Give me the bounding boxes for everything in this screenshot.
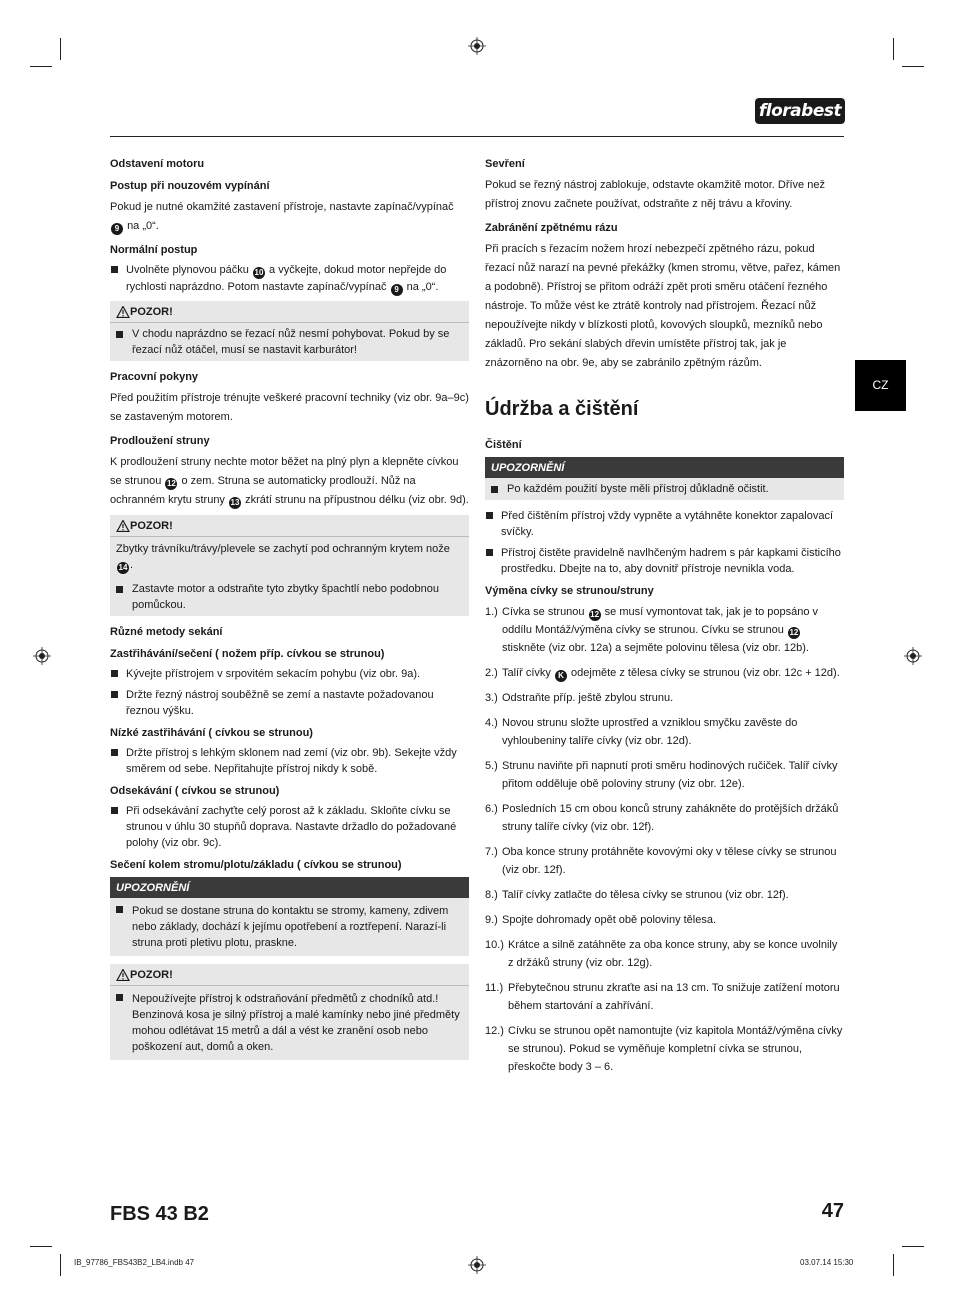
warning-box (110, 301, 469, 361)
crop-mark (60, 38, 61, 60)
heading: Pracovní pokyny (110, 371, 199, 383)
list-item: Uvolněte plynovou páčku 10 a vyčkejte, dokud motor nepřejde do rychlosti naprázdno. Potom nastavte zapínač/vypínač 9 na „0“. (110, 262, 469, 296)
heading: Odstavení motoru (110, 158, 205, 170)
paragraph: Při pracích s řezacím nožem hrozí nebezpečí zpětného rázu, pokud řezací nůž narazí na pevné překážky (kmen stromu, větve, pařez, kámen a podobně). Přístroj se přitom odráží zpět proti směru otáčení řezného nástroje. To může vést ke ztrátě kontroly nad přístrojem. Řezací nůž nepoužívejte nikdy v blízkosti plotů, kovových sloupků, mezníků nebo základů. Pro sekání slabých dřevin umístěte přístroj tak, jak je znázorněno na obr. 9e, aby se zabránilo zpětným rázům. (485, 243, 841, 369)
list-item: 8.) Talíř cívky zatlačte do tělesa cívky se strunou (viz obr. 12f). (485, 886, 844, 904)
numbered-list (485, 603, 844, 1076)
warning-triangle-icon (116, 306, 130, 318)
step-number: 7.) (485, 846, 498, 858)
note-box (485, 457, 844, 500)
list-item: Přístroj čistěte pravidelně navlhčeným hadrem s pár kapkami čisticího prostředku. Dbejte na to, aby dovnitř přístroje nevnikla voda. (485, 545, 844, 577)
part-number-badge: 14 (118, 563, 128, 572)
step-number: 11.) (485, 982, 504, 994)
heading: Zastřihávání/sečení ( nožem příp. cívkou se strunou) (110, 648, 385, 660)
heading: Prodloužení struny (110, 435, 210, 447)
step-number: 1.) (485, 606, 498, 618)
right-column (485, 150, 844, 1083)
paragraph: Zbytky trávníku/trávy/plevele se zachytí pod ochranným krytem nože 14 . (116, 543, 450, 572)
crop-mark (60, 1254, 61, 1276)
brand-logo: florabest (755, 98, 845, 124)
registration-mark-icon (904, 647, 922, 665)
heading: Sečení kolem stromu/plotu/základu ( cívkou se strunou) (110, 859, 402, 871)
heading: Různé metody sekání (110, 626, 223, 638)
list-item: Nepoužívejte přístroj k odstraňování předmětů z chodníků atd.! Benzinová kosa je silný přístroj a malé kamínky nebo jiné předměty mohou odlétávat 15 metrů a dál a vést ke zranění osob nebo poškození aut, domů a oken. (110, 986, 469, 1060)
list-item: 3.) Odstraňte příp. ještě zbylou strunu. (485, 689, 844, 707)
paragraph: K prodloužení struny nechte motor běžet na plný plyn a klepněte cívkou se strunou 12 o zem. Struna se automaticky prodlouží. Nůž na ochranném krytu struny 13 zkrátí strunu na přípustnou délku (viz obr. 9d). (110, 456, 469, 507)
step-number: 6.) (485, 803, 498, 815)
registration-mark-icon (468, 1256, 486, 1274)
list-item: 10.) Krátce a silně zatáhněte za oba konce struny, aby se konce uvolnily z držáků struny (viz obr. 12g). (485, 936, 844, 972)
list-item: 7.) Oba konce struny protáhněte kovovými oky v tělese cívky se strunou (viz obr. 12f). (485, 843, 844, 879)
left-column (110, 150, 469, 1068)
heading: Čištění (485, 439, 522, 451)
warning-header: POZOR! (110, 515, 469, 537)
crop-mark (893, 1254, 894, 1276)
warning-triangle-icon (116, 969, 130, 981)
paragraph: Pokud se řezný nástroj zablokuje, odstavte okamžitě motor. Dříve než přístroj znovu začnete používat, odstraňte z něj trávu a křoviny. (485, 179, 825, 210)
heading: Postup při nouzovém vypínání (110, 180, 270, 192)
page-number: 47 (821, 1200, 844, 1222)
list-item: Držte řezný nástroj souběžně se zemí a nastavte požadovanou řeznou výšku. (110, 687, 469, 719)
step-number: 9.) (485, 914, 498, 926)
note-header: UPOZORNĚNÍ (485, 457, 844, 478)
warning-box (110, 515, 469, 616)
list-item: Zastavte motor a odstraňte tyto zbytky špachtlí nebo podobnou pomůckou. (110, 578, 469, 616)
list-item: Pokud se dostane struna do kontaktu se stromy, kameny, zdivem nebo základy, dochází k jejímu opotřebení a roztřepení. Narazí-li struna proti pletivu plotu, praskne. (110, 898, 469, 956)
heading: Normální postup (110, 244, 198, 256)
part-number-badge: 9 (391, 284, 403, 296)
paragraph: Před použitím přístroje trénujte veškeré pracovní techniky (viz obr. 9a–9c) se zastaveným motorem. (110, 392, 469, 423)
step-number: 4.) (485, 717, 498, 729)
crop-mark (893, 38, 894, 60)
list-item: 5.) Strunu naviňte při napnutí proti směru hodinových ručiček. Talíř cívky přitom odděluje obě poloviny struny (viz obr. 12e). (485, 757, 844, 793)
crop-mark (902, 1246, 924, 1247)
step-number: 2.) (485, 667, 498, 679)
heading: Sevření (485, 158, 525, 170)
list-item: 6.) Posledních 15 cm obou konců struny zahákněte do protějších držáků struny talíře cívky (viz obr. 12f). (485, 800, 844, 836)
section-title: Údržba a čištění (485, 398, 639, 420)
list-item: 2.) Talíř cívky K odejměte z tělesa cívky se strunou (viz obr. 12c + 12d). (485, 664, 844, 682)
language-tab: CZ (855, 360, 906, 411)
list-item: 9.) Spojte dohromady opět obě poloviny tělesa. (485, 911, 844, 929)
list-item: Před čištěním přístroj vždy vypněte a vytáhněte konektor zapalovací svíčky. (485, 508, 844, 540)
heading: Výměna cívky se strunou/struny (485, 585, 654, 597)
heading: Zabránění zpětnému rázu (485, 222, 618, 234)
part-number-badge: 12 (590, 610, 600, 619)
part-number-badge: 12 (789, 628, 799, 637)
part-number-badge: 12 (166, 479, 176, 488)
list-item: V chodu naprázdno se řezací nůž nesmí pohybovat. Pokud by se řezací nůž otáčel, musí se nastavit karburátor! (110, 323, 469, 361)
list-item: 4.) Novou strunu složte uprostřed a vzniklou smyčku zavěste do vyhloubeniny talíře cívky (viz obr. 12d). (485, 714, 844, 750)
registration-mark-icon (33, 647, 51, 665)
step-number: 8.) (485, 889, 498, 901)
warning-box (110, 964, 469, 1060)
list-item: Kývejte přístrojem v srpovitém sekacím pohybu (viz obr. 9a). (110, 666, 469, 682)
step-number: 10.) (485, 939, 504, 951)
header-rule (110, 136, 844, 137)
paragraph: Pokud je nutné okamžité zastavení přístroje, nastavte zapínač/vypínač 9 na „0“. (110, 201, 454, 233)
step-number: 12.) (485, 1025, 504, 1037)
warning-header: POZOR! (110, 964, 469, 986)
part-number-badge: 9 (111, 223, 123, 235)
list-item: 12.) Cívku se strunou opět namontujte (viz kapitola Montáž/výměna cívky se strunou). Pokud se vyměňuje kompletní cívka se strunou, přeskočte body 3 – 6. (485, 1022, 844, 1076)
list-item: Držte přístroj s lehkým sklonem nad zemí (viz obr. 9b). Sekejte vždy směrem od sebe. Nepřitahujte přístroj nikdy k sobě. (110, 745, 469, 777)
part-number-badge: 13 (230, 498, 240, 507)
crop-mark (30, 66, 52, 67)
heading: Nízké zastřihávání ( cívkou se strunou) (110, 727, 313, 739)
crop-mark (30, 1246, 52, 1247)
warning-header: POZOR! (110, 301, 469, 323)
list-item: Po každém použití byste měli přístroj důkladně očistit. (485, 478, 844, 500)
note-header: UPOZORNĚNÍ (110, 877, 469, 898)
part-number-badge: 10 (254, 268, 264, 277)
registration-mark-icon (468, 37, 486, 55)
footer-date: 03.07.14 15:30 (800, 1258, 854, 1267)
note-box (110, 877, 469, 956)
crop-mark (902, 66, 924, 67)
heading: Odsekávání ( cívkou se strunou) (110, 785, 280, 797)
warning-triangle-icon (116, 520, 130, 532)
model-name: FBS 43 B2 (110, 1203, 209, 1225)
footer-file: IB_97786_FBS43B2_LB4.indb 47 (74, 1258, 195, 1267)
list-item: Při odsekávání zachyťte celý porost až k základu. Skloňte cívku se strunou v úhlu 30 stupňů doprava. Nastavte držadlo do požadované polohy (viz obr. 9c). (110, 803, 469, 851)
step-number: 3.) (485, 692, 498, 704)
part-number-badge: K (555, 670, 567, 682)
step-number: 5.) (485, 760, 498, 772)
list-item: 11.) Přebytečnou strunu zkraťte asi na 13 cm. To snižuje zatížení motoru během startování a zahřívání. (485, 979, 844, 1015)
list-item: 1.) Cívka se strunou 12 se musí vymontovat tak, jak je to popsáno v oddílu Montáž/výměna cívky se strunou. Cívku se strunou 12 stiskněte (viz obr. 12a) a sejměte polovinu tělesa (viz obr. 12b). (485, 603, 844, 657)
